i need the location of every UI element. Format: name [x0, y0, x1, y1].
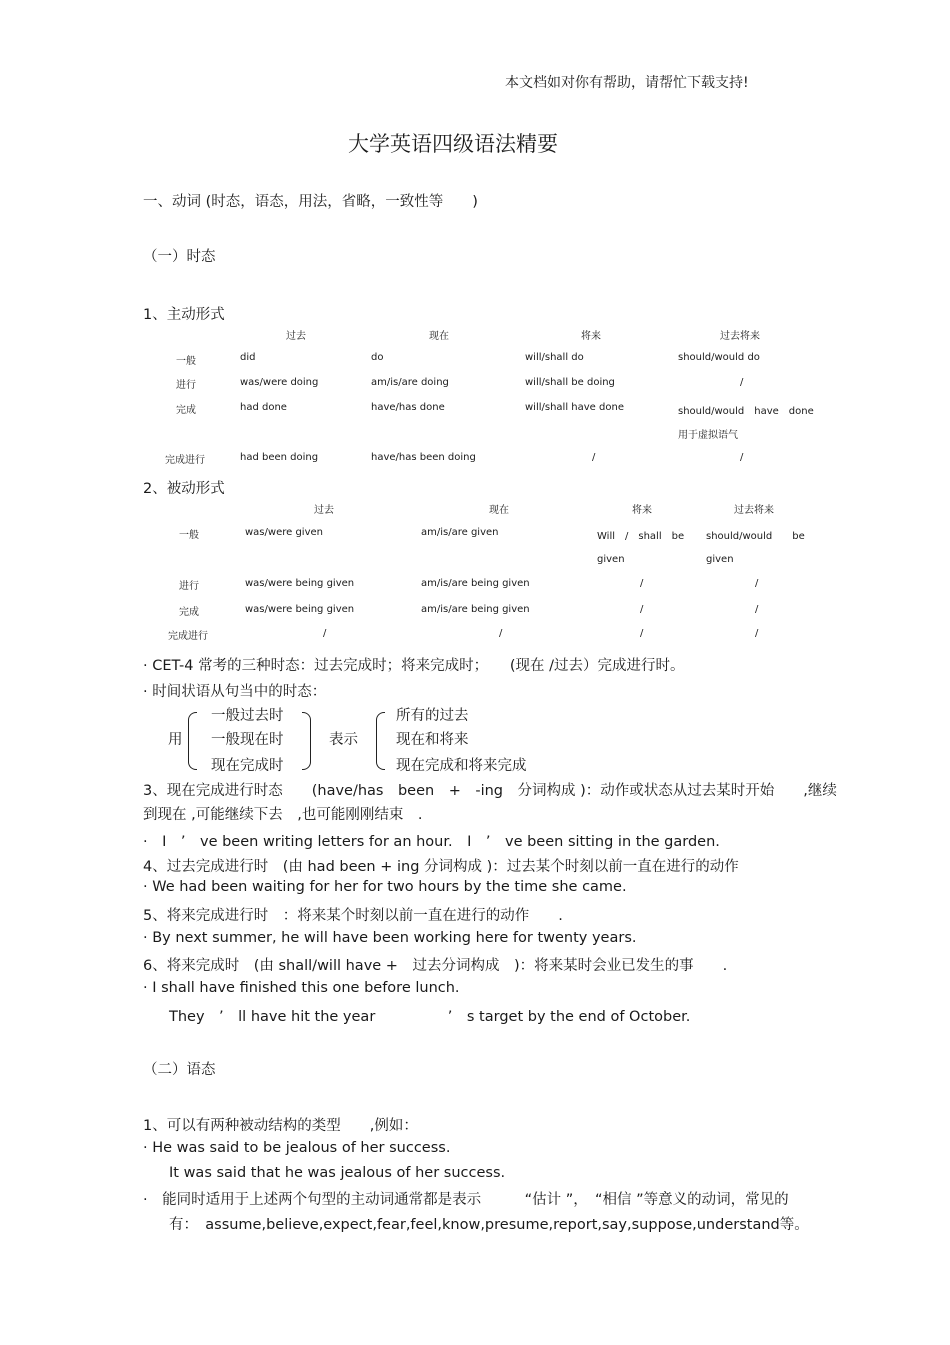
left-brace [188, 712, 197, 770]
table-cell: am/is/are doing [371, 377, 449, 388]
passive-form-heading: 2、被动形式 [143, 481, 225, 497]
table-cell: have/has done [371, 402, 445, 413]
right-item: 现在和将来 [396, 732, 469, 748]
table-cell: should/would do [678, 352, 760, 363]
col-header: 过去 [286, 331, 306, 342]
table-cell: did [240, 352, 256, 363]
table-cell: Will / shall be [597, 531, 685, 542]
col-header: 现在 [489, 505, 509, 516]
header-note: 本文档如对你有帮助，请帮忙下载支持! [505, 75, 749, 91]
table-cell: / [755, 578, 759, 589]
item-3-cont: 到现在 ,可能继续下去 ,也可能刚刚结束 . [143, 807, 423, 823]
table-cell: was/were being given [245, 578, 355, 589]
table-cell: / [740, 452, 744, 463]
table-cell: was/were doing [240, 377, 319, 388]
left-item: 一般过去时 [211, 708, 284, 724]
page-title: 大学英语四级语法精要 [348, 132, 558, 156]
example-5: · By next summer, he will have been working here for twenty years. [143, 930, 637, 946]
right-brace [302, 712, 311, 770]
table-cell: am/is/are being given [421, 578, 530, 589]
col-header: 将来 [581, 331, 601, 342]
table-cell: should/would have done [678, 406, 814, 417]
col-header: 将来 [632, 505, 652, 516]
item-3: 3、现在完成进行时态 (have/has been + -ing 分词构成 )：动作或状态从过去某时开始 ,继续 [143, 783, 837, 799]
col-header: 现在 [429, 331, 449, 342]
example-6b: They ’ ll have hit the year ’ s target by the end of October. [169, 1009, 691, 1025]
row-label: 完成 [179, 607, 199, 618]
table-cell: / [740, 377, 744, 388]
left-item: 一般现在时 [211, 732, 284, 748]
cet-note: · CET-4 常考的三种时态：过去完成时；将来完成时； (现在 /过去）完成进行时。 [143, 658, 685, 674]
row-label: 进行 [176, 380, 196, 391]
row-label: 一般 [179, 530, 199, 541]
row-label: 进行 [179, 581, 199, 592]
use-label: 用 [168, 732, 183, 748]
table-cell: was/were being given [245, 604, 355, 615]
item-4: 4、过去完成进行时 (由 had been + ing 分词构成 )：过去某个时刻以前一直在进行的动作 [143, 859, 739, 875]
row-label: 完成进行 [165, 455, 205, 466]
left-brace [376, 712, 385, 770]
example-6a: · I shall have finished this one before lunch. [143, 980, 460, 996]
table-cell: am/is/are given [421, 527, 499, 538]
subsection-tense: （一）时态 [143, 249, 216, 265]
col-header: 过去将来 [720, 331, 760, 342]
voice-example-2: It was said that he was jealous of her success. [169, 1165, 506, 1181]
table-cell: given [597, 554, 625, 565]
table-cell: will/shall do [525, 352, 584, 363]
table-cell: / [640, 604, 644, 615]
active-form-heading: 1、主动形式 [143, 307, 225, 323]
voice-note: · 能同时适用于上述两个句型的主动词通常都是表示 “估计 ”， “相信 ”等意义的动词，常见的 [143, 1192, 789, 1208]
item-6: 6、将来完成时 (由 shall/will have + 过去分词构成 )：将来某时会业已发生的事 . [143, 958, 728, 974]
row-label: 一般 [176, 356, 196, 367]
table-cell: / [640, 628, 644, 639]
table-cell: / [755, 604, 759, 615]
row-label: 完成 [176, 405, 196, 416]
table-cell: / [755, 628, 759, 639]
row-label: 完成进行 [168, 631, 208, 642]
express-label: 表示 [329, 732, 358, 748]
item-5: 5、将来完成进行时 ：将来某个时刻以前一直在进行的动作 . [143, 908, 563, 924]
col-header: 过去 [314, 505, 334, 516]
table-cell: had been doing [240, 452, 319, 463]
table-cell: / [640, 578, 644, 589]
section-heading-verbs: 一、动词 (时态，语态，用法，省略，一致性等 ) [143, 194, 478, 210]
table-cell: do [371, 352, 384, 363]
table-cell: / [323, 628, 327, 639]
voice-example-1: · He was said to be jealous of her success. [143, 1140, 451, 1156]
left-item: 现在完成时 [211, 758, 284, 774]
table-cell: / [499, 628, 503, 639]
voice-note-cont: 有： assume,believe,expect,fear,feel,know,presume,report,say,suppose,understand等。 [169, 1217, 809, 1233]
table-cell: was/were given [245, 527, 323, 538]
right-item: 所有的过去 [396, 708, 469, 724]
table-cell: will/shall be doing [525, 377, 615, 388]
example-4: · We had been waiting for her for two hours by the time she came. [143, 879, 627, 895]
table-cell: should/would be [706, 531, 805, 542]
table-cell: am/is/are being given [421, 604, 530, 615]
table-cell: had done [240, 402, 287, 413]
col-header: 过去将来 [734, 505, 774, 516]
right-item: 现在完成和将来完成 [396, 758, 527, 774]
table-cell: given [706, 554, 734, 565]
table-cell: will/shall have done [525, 402, 624, 413]
clause-note: · 时间状语从句当中的时态： [143, 684, 327, 700]
subjunctive-note: 用于虚拟语气 [678, 430, 738, 441]
table-cell: / [592, 452, 596, 463]
example-3: · I ’ ve been writing letters for an hour. I ’ ve been sitting in the garden. [143, 834, 720, 850]
voice-item-1: 1、可以有两种被动结构的类型 ,例如： [143, 1118, 418, 1134]
table-cell: have/has been doing [371, 452, 476, 463]
subsection-voice: （二）语态 [143, 1062, 216, 1078]
